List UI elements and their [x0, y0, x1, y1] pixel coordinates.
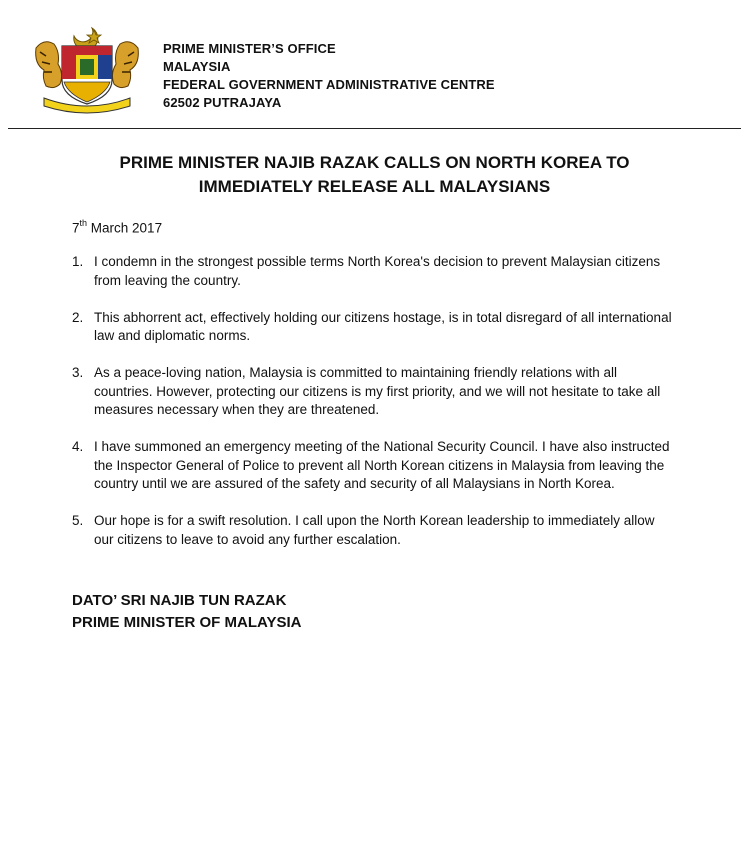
office-name: PRIME MINISTER’S OFFICE [163, 41, 336, 56]
signatory-title: PRIME MINISTER OF MALAYSIA [72, 614, 302, 631]
headline-line-1: PRIME MINISTER NAJIB RAZAK CALLS ON NORTH KOREA TO [119, 153, 630, 172]
paragraph-text: Our hope is for a swift resolution. I call upon the North Korean leadership to immediately allow our citizens to leave to avoid any further escalation. [94, 513, 655, 547]
coat-of-arms-icon [30, 22, 144, 114]
office-centre: FEDERAL GOVERNMENT ADMINISTRATIVE CENTRE [163, 77, 495, 92]
paragraph-number: 3. [72, 365, 84, 380]
date-day: 7 [72, 220, 80, 236]
date-suffix: th [79, 218, 88, 228]
paragraph-number: 5. [72, 513, 84, 528]
paragraph-number: 2. [72, 309, 84, 325]
letterhead-address [163, 40, 495, 112]
office-postcode: 62502 PUTRAJAYA [163, 95, 282, 110]
release-date [72, 219, 162, 236]
paragraph-3 [72, 364, 672, 420]
paragraph-text: As a peace-loving nation, Malaysia is committed to maintaining friendly relations with all countries. However, protecting our citizens is my first priority, and we will not hesitate to take all measures necessary when they are threatened. [94, 365, 661, 417]
paragraph-2 [72, 309, 672, 346]
paragraph-number: 1. [72, 254, 84, 269]
office-country: MALAYSIA [163, 59, 231, 74]
paragraph-text: This abhorrent act, effectively holding our citizens hostage, is in total disregard of all international law and diplomatic norms. [94, 309, 672, 343]
paragraph-1 [72, 253, 672, 290]
press-release-headline [40, 151, 709, 199]
paragraph-text: I condemn in the strongest possible terms North Korea's decision to prevent Malaysian citizens from leaving the country. [94, 254, 661, 288]
paragraph-5 [72, 512, 672, 549]
date-month-year: March 2017 [87, 220, 163, 236]
signature-block [72, 590, 301, 634]
headline-line-2: IMMEDIATELY RELEASE ALL MALAYSIANS [198, 177, 551, 196]
statement-paragraphs [72, 253, 672, 568]
paragraph-text: I have summoned an emergency meeting of the National Security Council. I have also instructed the Inspector General of Police to prevent all North Korean citizens in Malaysia from leaving the country until we are assured of the safety and security of all Malaysians in North Korea. [94, 439, 670, 491]
signatory-name: DATO’ SRI NAJIB TUN RAZAK [72, 592, 287, 609]
letterhead-divider [8, 128, 741, 129]
paragraph-4 [72, 438, 672, 494]
paragraph-number: 4. [72, 439, 84, 454]
